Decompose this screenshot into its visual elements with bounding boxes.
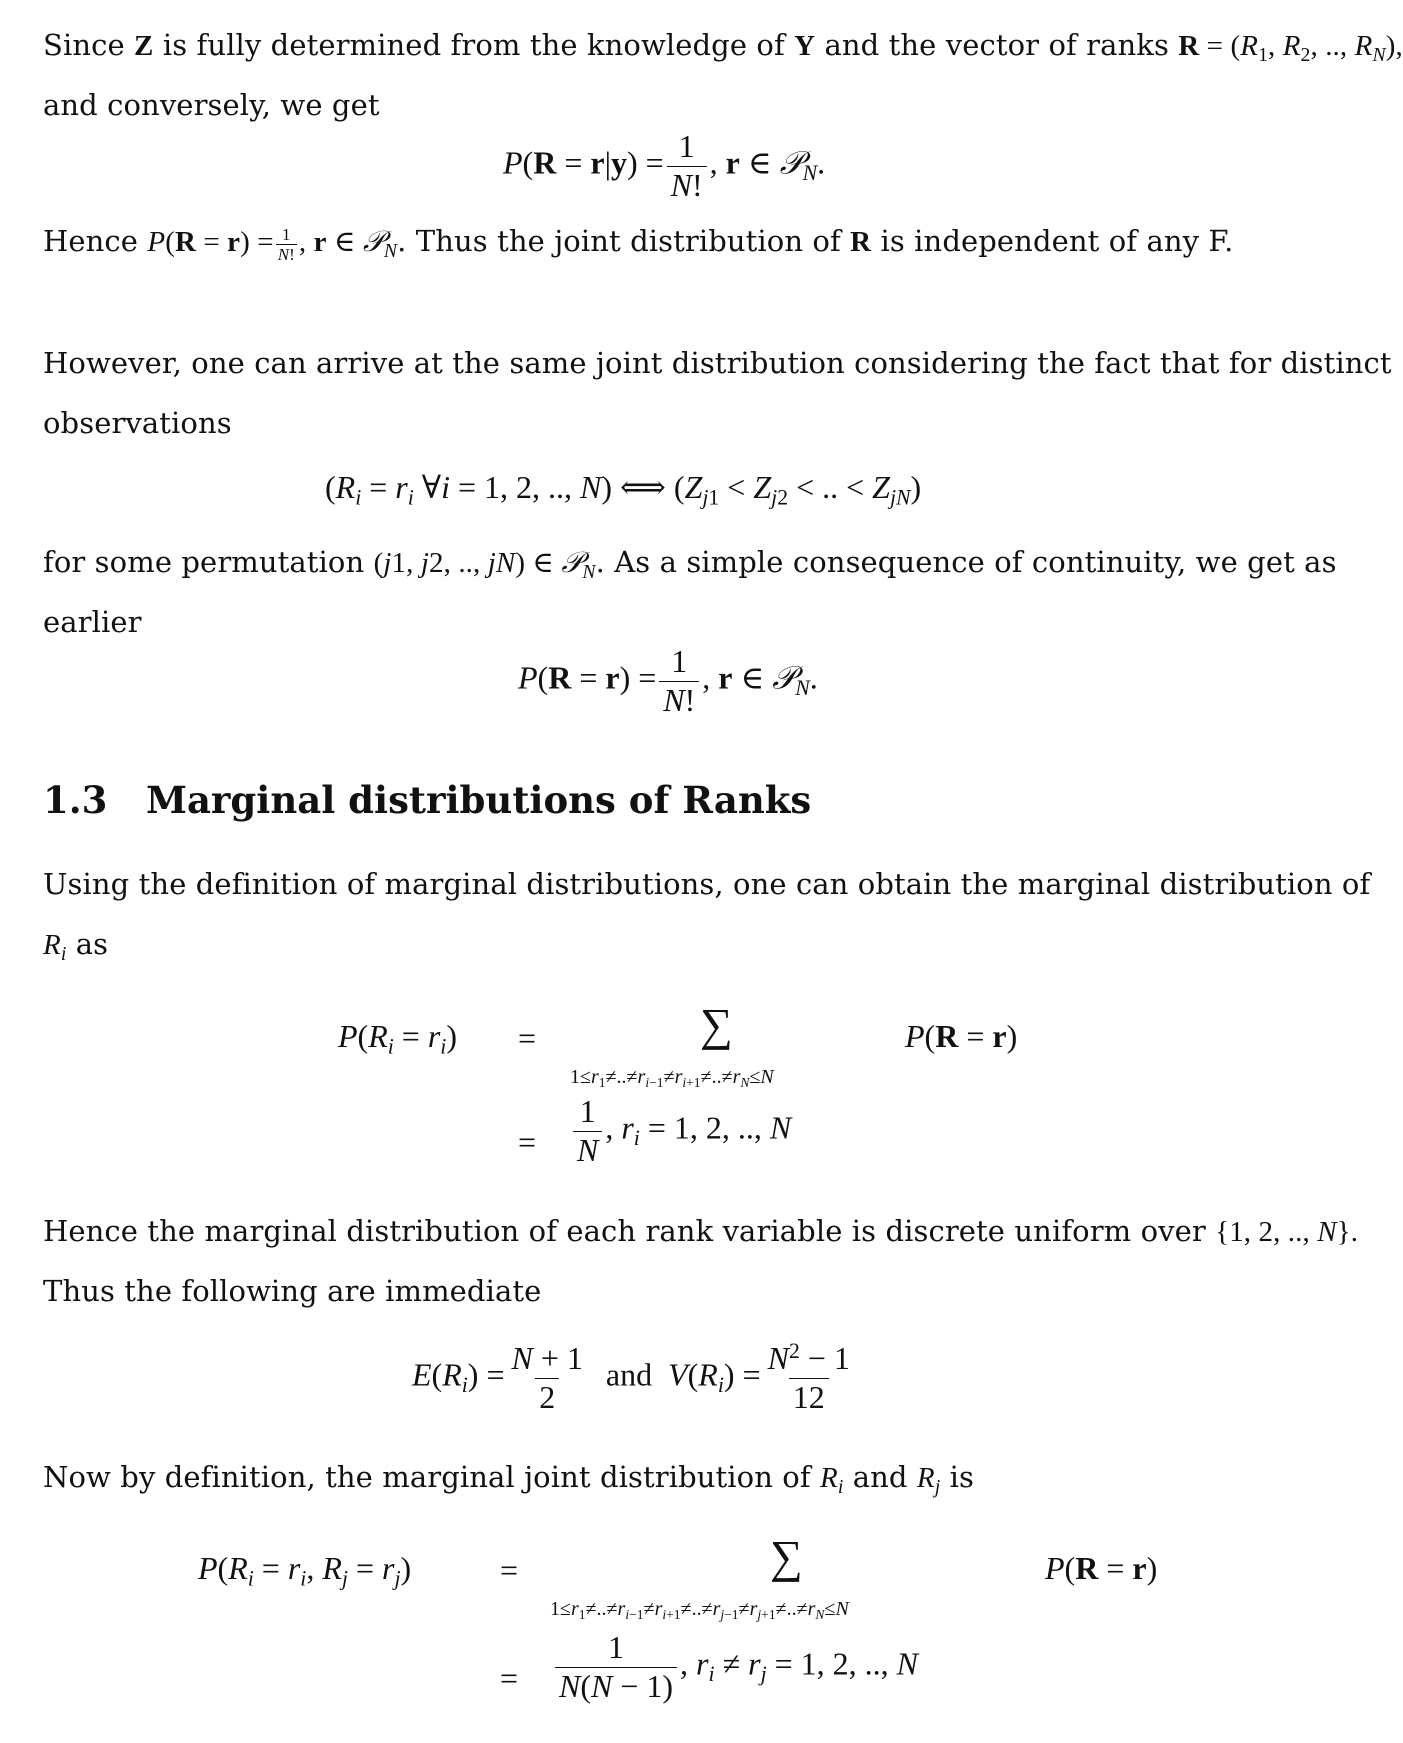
paragraph-6-line-2: Thus the following are immediate — [43, 1274, 542, 1308]
equation-rank-equivalence: ($R_i = r_i$ ∀i = 1, 2, .., N) ⟺ ($Z_{j1} < Z_{j2}$ < .. < $Z_{jN}$) — [325, 469, 922, 510]
equation-conditional-rank: P(R = r|y) = $\frac{1}{N!}$ , r ∈ 𝒫$_N$. — [503, 128, 826, 203]
section-title: Marginal distributions of Ranks — [146, 778, 812, 822]
paragraph-5-line-2: $R_i$ as — [43, 927, 109, 965]
sum-symbol-2: ∑ — [770, 1531, 803, 1582]
paragraph-1-line-2: and conversely, we get — [43, 88, 380, 122]
paragraph-3-line-1: However, one can arrive at the same joint distribution considering the fact that for distinct — [43, 346, 1392, 380]
eqarray-joint-rhs: P(R = r) — [1045, 1550, 1158, 1586]
sum-index-1: $1\le r_1\ne..\ne r_{i-1}\ne r_{i+1}\ne..\ne r_N\le N$ — [570, 1066, 774, 1091]
eqarray-marginal-lhs: $P(R_i = r_i)$ — [338, 1018, 457, 1059]
eqarray-joint-lhs: $P(R_i = r_i$, $R_j = r_j$) — [198, 1550, 412, 1591]
eqarray-marginal-eq2: = — [518, 1124, 537, 1160]
section-number: 1.3 — [43, 778, 108, 822]
eqarray-joint-eq2: = — [500, 1660, 519, 1696]
paragraph-5-line-1: Using the definition of marginal distributions, one can obtain the marginal distribution of — [43, 867, 1371, 901]
section-heading — [43, 778, 811, 822]
paragraph-4-line-2: earlier — [43, 605, 142, 639]
eqarray-joint-eq1: = — [500, 1552, 519, 1588]
paragraph-4-line-1: for some permutation (j1, j2, .., jN) ∈ 𝒫$_N$. As a simple consequence of continuity, we get as — [43, 545, 1337, 583]
sum-index-2: $1\le r_1\ne..\ne r_{i-1}\ne r_{i+1}\ne..\ne r_{j-1}\ne r_{j+1}\ne..\ne r_N\le N$ — [550, 1598, 849, 1623]
equation-moments: $E(R_i)$ = $\frac{N + 1}{2}$ and $V(R_i)$ = $\frac{N^2 - 1}{12}$ — [412, 1339, 850, 1415]
paragraph-3-line-2: observations — [43, 406, 232, 440]
sum-symbol-1: ∑ — [700, 999, 733, 1050]
paragraph-7: Now by definition, the marginal joint distribution of $R_i$ and $R_j$ is — [43, 1460, 974, 1498]
paragraph-1-line-1: Since Z is fully determined from the knowledge of Y and the vector of ranks $R = (R_1$, $R_2$, .., $R_N$), — [43, 28, 1403, 66]
eqarray-marginal-result: $\frac{1}{N}$ , $r_i = 1$, 2, .., N — [570, 1095, 791, 1167]
paragraph-6-line-1: Hence the marginal distribution of each rank variable is discrete uniform over {1, 2, .., N}. — [43, 1214, 1359, 1248]
paragraph-2: Hence P(R = r) = $\frac{1}{N!}$ , r ∈ 𝒫$_N$. Thus the joint distribution of R is independent of any F. — [43, 224, 1234, 264]
equation-joint-rank: P(R = r) = $\frac{1}{N!}$ , r ∈ 𝒫$_N$. — [518, 643, 818, 718]
eqarray-marginal-eq1: = — [518, 1020, 537, 1056]
eqarray-marginal-rhs: P(R = r) — [905, 1018, 1018, 1054]
eqarray-joint-result: $\frac{1}{N(N - 1)}$ , $r_i \ne r_j = 1$, 2, .., N — [552, 1631, 918, 1703]
